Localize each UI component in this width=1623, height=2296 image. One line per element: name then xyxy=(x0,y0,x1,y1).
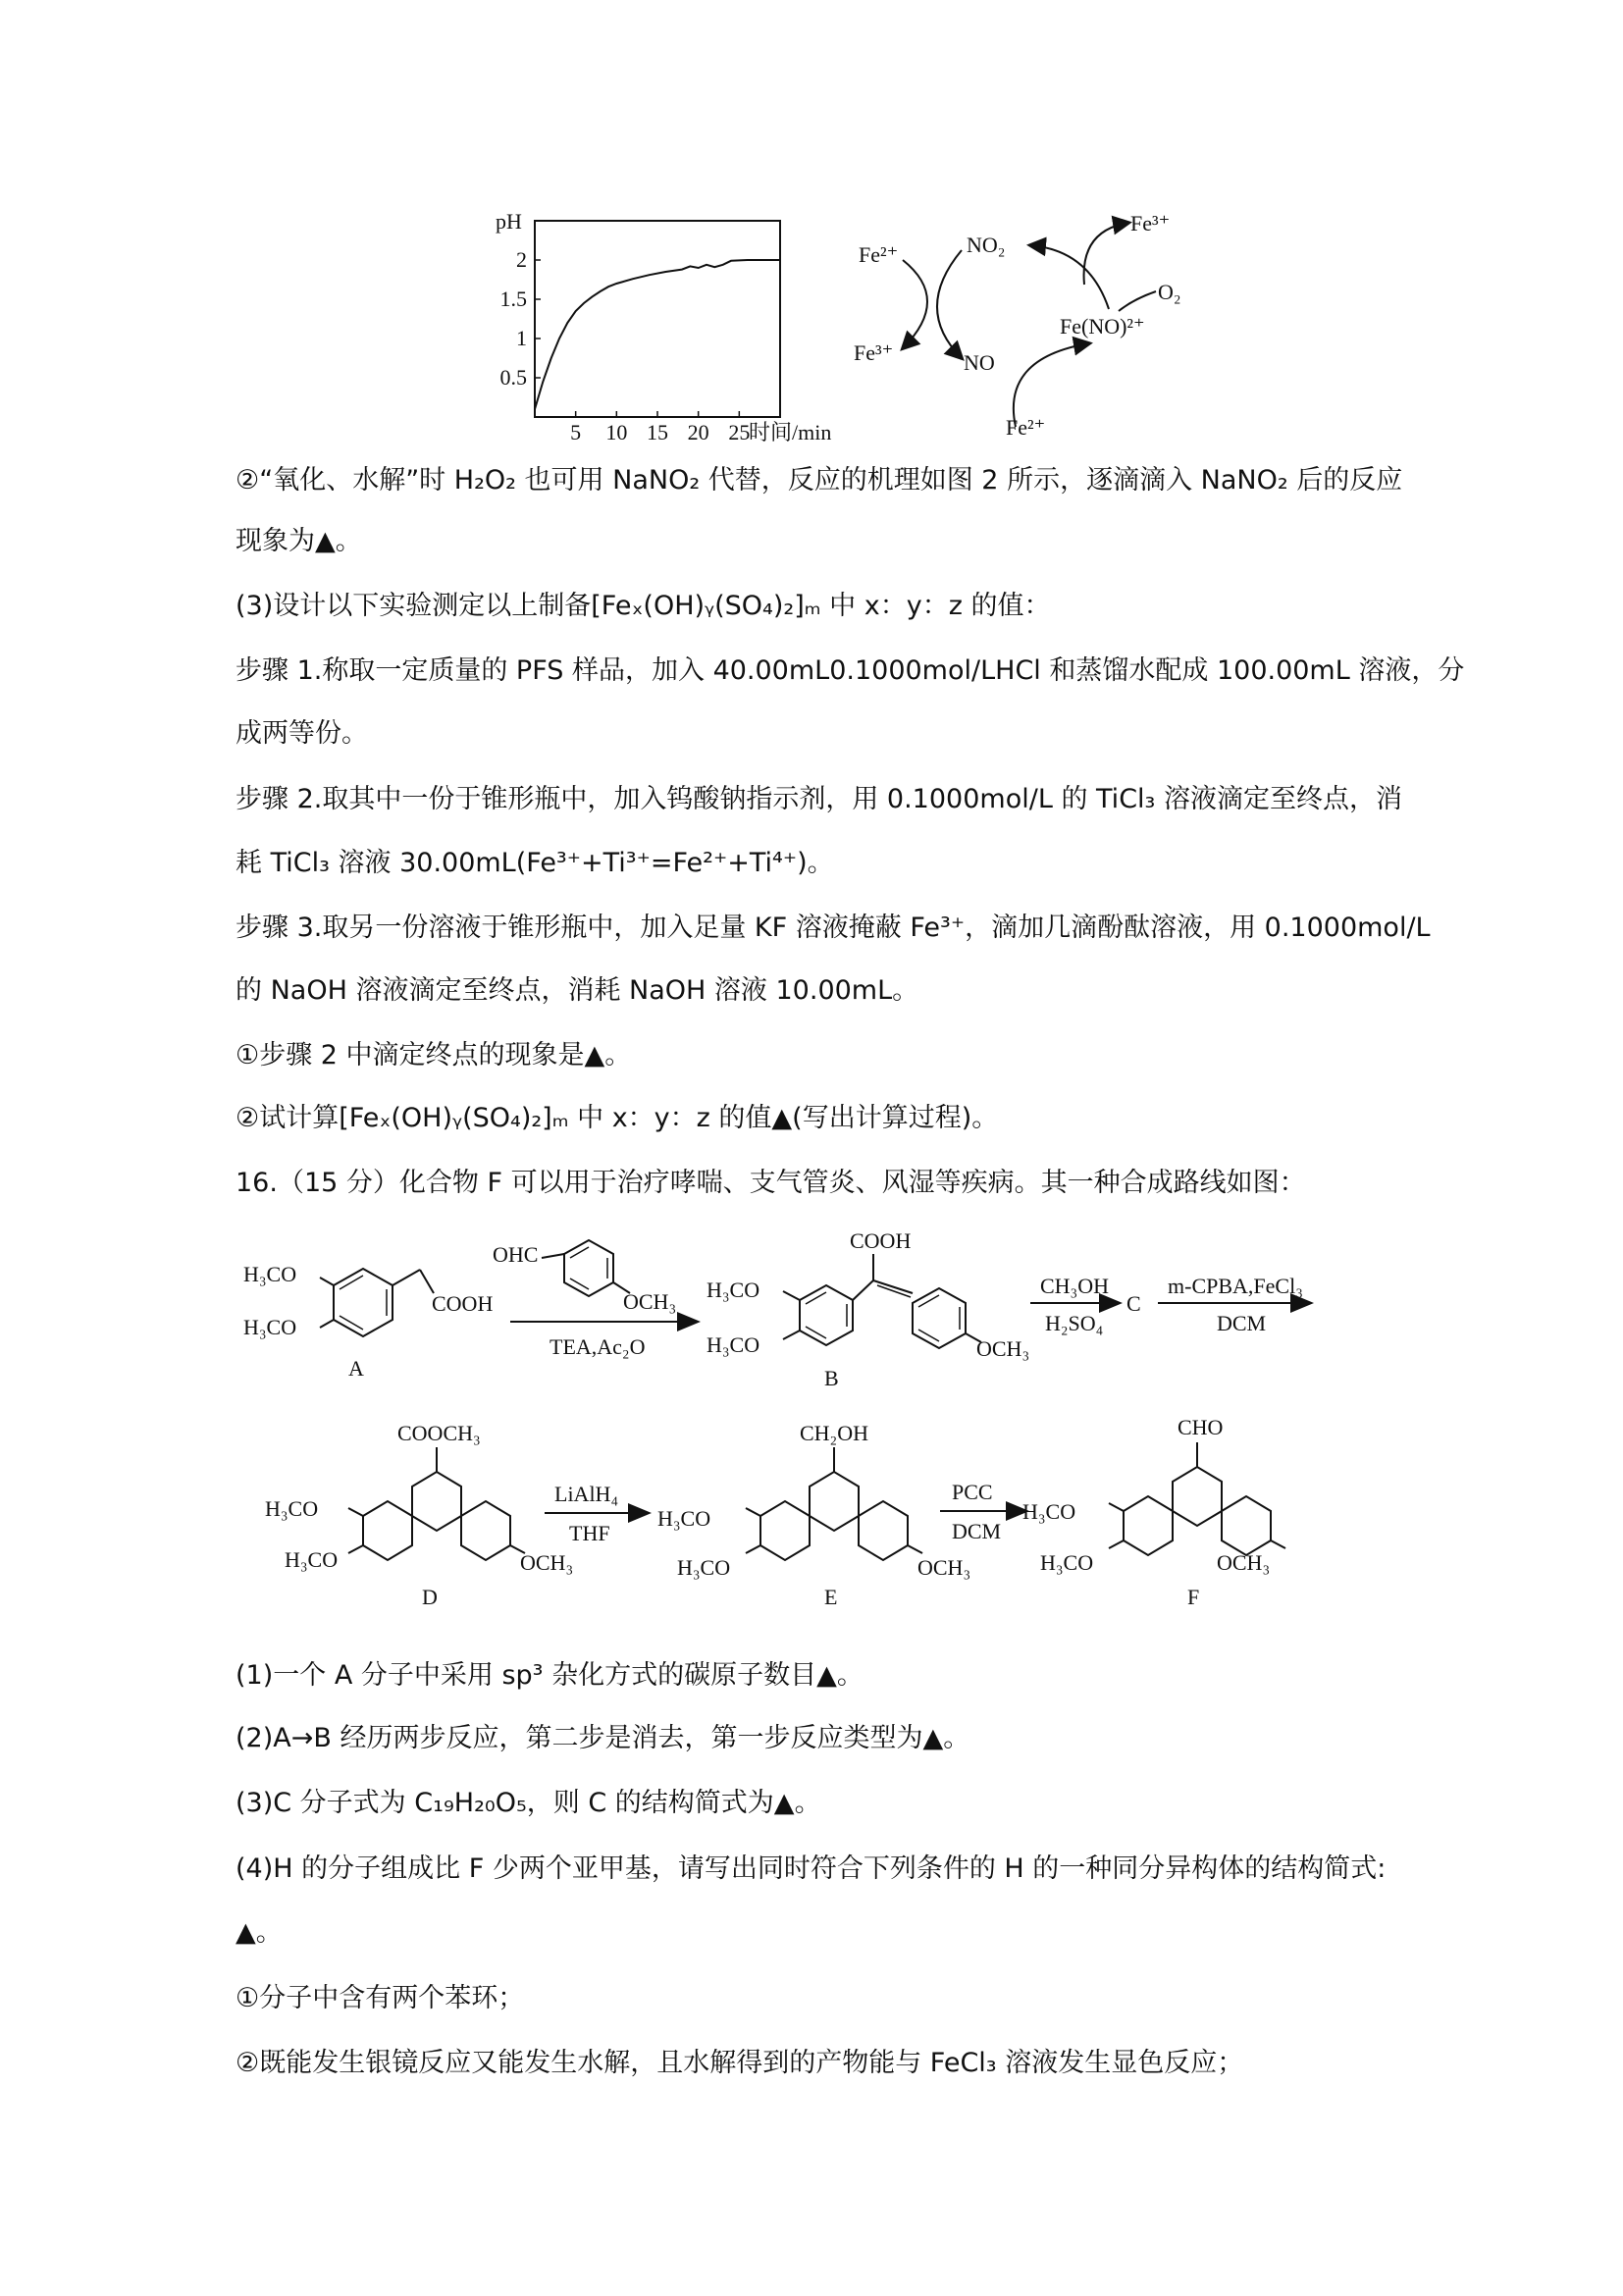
svg-text:OHC: OHC xyxy=(493,1242,539,1267)
mechanism-diagram xyxy=(844,201,1217,446)
no-label: NO xyxy=(964,350,995,375)
svg-text:H₃CO: H₃CO xyxy=(657,1506,711,1531)
para-sub2: ②试计算[Feₓ(OH)ᵧ(SO₄)₂]ₘ 中 x：y：z 的值▲(写出计算过程)。 xyxy=(236,1103,999,1133)
feno-label: Fe(NO)²⁺ xyxy=(1060,314,1145,339)
ph-series-line xyxy=(535,260,780,409)
para-q3: (3)设计以下实验测定以上制备[Feₓ(OH)ᵧ(SO₄)₂]ₘ 中 x：y：z 的值： xyxy=(236,591,1051,621)
svg-text:OCH₃: OCH₃ xyxy=(976,1336,1030,1361)
y-axis-label: pH xyxy=(496,209,522,234)
svg-text:DCM: DCM xyxy=(1217,1311,1267,1335)
svg-text:H₃CO: H₃CO xyxy=(1022,1499,1076,1524)
condition-1: ①分子中含有两个苯环； xyxy=(236,1983,525,2013)
x-tick-label: 15 xyxy=(647,420,668,444)
svg-text:H₃CO: H₃CO xyxy=(285,1547,339,1572)
svg-text:CH₃OH: CH₃OH xyxy=(1040,1274,1110,1298)
compound-b xyxy=(707,1228,1029,1390)
arc-no2-to-no xyxy=(937,250,962,358)
svg-text:PCC: PCC xyxy=(952,1480,993,1504)
svg-text:m-CPBA,FeCl₃: m-CPBA,FeCl₃ xyxy=(1168,1274,1303,1298)
condition-2: ②既能发生银镜反应又能发生水解，且水解得到的产物能与 FeCl₃ 溶液发生显色反应； xyxy=(236,2048,1244,2078)
ph-chart xyxy=(471,201,883,446)
question-2: (2)A→B 经历两步反应，第二步是消去，第一步反应类型为▲。 xyxy=(236,1723,970,1753)
label-d: D xyxy=(422,1585,438,1609)
chart-frame xyxy=(535,221,780,417)
y-tick-label: 1 xyxy=(516,326,527,350)
compound-a xyxy=(243,1262,493,1381)
svg-text:OCH₃: OCH₃ xyxy=(623,1289,677,1314)
svg-text:COOH: COOH xyxy=(850,1228,912,1253)
svg-text:TEA,Ac₂O: TEA,Ac₂O xyxy=(550,1334,646,1359)
svg-text:H₃CO: H₃CO xyxy=(677,1555,731,1580)
svg-text:THF: THF xyxy=(569,1521,610,1545)
arc-feno-to-no2 xyxy=(1030,245,1109,309)
svg-text:COOCH₃: COOCH₃ xyxy=(397,1421,481,1445)
y-tick-label: 0.5 xyxy=(499,365,527,390)
label-f: F xyxy=(1187,1585,1200,1609)
para-step1-b: 成两等份。 xyxy=(236,718,368,749)
fe2-bottom-label: Fe²⁺ xyxy=(1006,415,1046,440)
reagent-1 xyxy=(493,1240,697,1359)
no2-label: NO₂ xyxy=(967,233,1006,257)
y-tick-label: 1.5 xyxy=(499,287,527,311)
svg-text:OCH₃: OCH₃ xyxy=(1217,1550,1271,1575)
reagent-2 xyxy=(1030,1274,1141,1335)
svg-text:H₂SO₄: H₂SO₄ xyxy=(1045,1311,1104,1335)
svg-text:H₃CO: H₃CO xyxy=(265,1496,319,1521)
x-tick-label: 5 xyxy=(570,420,582,444)
svg-text:LiAlH₄: LiAlH₄ xyxy=(554,1482,619,1506)
reagent-4 xyxy=(545,1482,648,1545)
para-step2-b: 耗 TiCl₃ 溶液 30.00mL(Fe³⁺+Ti³⁺=Fe²⁺+Ti⁴⁺)。 xyxy=(236,848,834,878)
svg-text:H₃CO: H₃CO xyxy=(1040,1550,1094,1575)
para-nano2-a: ②“氧化、水解”时 H₂O₂ 也可用 NaNO₂ 代替，反应的机理如图 2 所示，逐滴滴入 NaNO₂ 后的反应 xyxy=(236,465,1403,496)
question-4b: ▲。 xyxy=(236,1917,283,1948)
label-a: A xyxy=(348,1356,364,1381)
svg-text:H₃CO: H₃CO xyxy=(707,1278,760,1302)
x-tick-label: 20 xyxy=(687,420,709,444)
svg-text:H₃CO: H₃CO xyxy=(243,1315,297,1339)
para-sub1: ①步骤 2 中滴定终点的现象是▲。 xyxy=(236,1040,632,1070)
para-step3-b: 的 NaOH 溶液滴定至终点，消耗 NaOH 溶液 10.00mL。 xyxy=(236,975,919,1006)
para-step2-a: 步骤 2.取其中一份于锥形瓶中，加入钨酸钠指示剂，用 0.1000mol/L 的 TiCl₃ 溶液滴定至终点，消 xyxy=(236,784,1402,814)
o2-label: O₂ xyxy=(1158,280,1181,304)
question-3: (3)C 分子式为 C₁₉H₂₀O₅，则 C 的结构简式为▲。 xyxy=(236,1788,821,1818)
x-tick-label: 25 xyxy=(728,420,751,444)
svg-text:CHO: CHO xyxy=(1178,1415,1224,1439)
compound-f xyxy=(1022,1415,1285,1609)
svg-text:OCH₃: OCH₃ xyxy=(917,1555,971,1580)
x-tick-label: 10 xyxy=(605,420,628,444)
arc-fe2-to-fe3 xyxy=(903,260,927,348)
question-4a: (4)H 的分子组成比 F 少两个亚甲基，请写出同时符合下列条件的 H 的一种同分异构体的结构简式: xyxy=(236,1853,1387,1884)
y-tick-label: 2 xyxy=(516,247,527,272)
question-1: (1)一个 A 分子中采用 sp³ 杂化方式的碳原子数目▲。 xyxy=(236,1660,864,1691)
fe2-top-label: Fe²⁺ xyxy=(859,242,899,267)
svg-text:DCM: DCM xyxy=(952,1519,1002,1543)
svg-text:OCH₃: OCH₃ xyxy=(520,1550,574,1575)
svg-text:H₃CO: H₃CO xyxy=(243,1262,297,1286)
svg-text:COOH: COOH xyxy=(432,1291,494,1316)
svg-text:CH₂OH: CH₂OH xyxy=(800,1421,869,1445)
reagent-3 xyxy=(1158,1274,1310,1335)
reagent-5 xyxy=(940,1480,1025,1543)
label-b: B xyxy=(824,1366,839,1390)
arc-o2-in xyxy=(1119,291,1156,311)
para-nano2-b: 现象为▲。 xyxy=(236,526,362,556)
para-step3-a: 步骤 3.取另一份溶液于锥形瓶中，加入足量 KF 溶液掩蔽 Fe³⁺，滴加几滴酚酞溶液，用 0.1000mol/L xyxy=(236,913,1431,943)
synthesis-scheme xyxy=(226,1226,1364,1639)
fe3-top-label: Fe³⁺ xyxy=(1130,211,1171,235)
compound-d xyxy=(265,1421,573,1609)
para-q16: 16.（15 分）化合物 F 可以用于治疗哮喘、支气管炎、风湿等疾病。其一种合成路线如图： xyxy=(236,1168,1306,1198)
label-c: C xyxy=(1126,1291,1141,1316)
fe3-left-label: Fe³⁺ xyxy=(854,340,894,365)
svg-text:H₃CO: H₃CO xyxy=(707,1332,760,1357)
label-e: E xyxy=(824,1585,838,1609)
compound-e xyxy=(657,1421,970,1609)
para-step1-a: 步骤 1.称取一定质量的 PFS 样品，加入 40.00mL0.1000mol/LHCl 和蒸馏水配成 100.00mL 溶液，分 xyxy=(236,655,1465,686)
x-axis-label: 时间/min xyxy=(749,420,832,444)
